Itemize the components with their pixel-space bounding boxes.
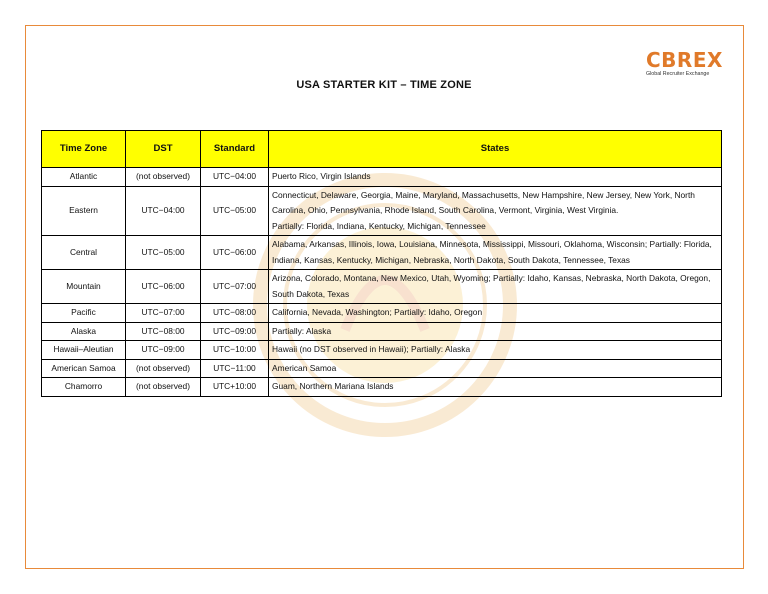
dst-cell: UTC−08:00 [126, 322, 201, 341]
dst-cell: (not observed) [126, 359, 201, 378]
dst-cell: UTC−04:00 [126, 186, 201, 236]
table-row [42, 341, 722, 360]
zone-cell: American Samoa [42, 359, 126, 378]
table-row [42, 236, 722, 270]
zone-cell: Mountain [42, 270, 126, 304]
header-standard: Standard [201, 131, 269, 168]
standard-cell: UTC−10:00 [201, 341, 269, 360]
table-row [42, 186, 722, 236]
zone-cell: Alaska [42, 322, 126, 341]
table-row [42, 304, 722, 323]
states-partial-text: Partially: Florida, Indiana, Kentucky, Michigan, Tennessee [272, 220, 486, 231]
standard-cell: UTC−09:00 [201, 322, 269, 341]
dst-cell: UTC−07:00 [126, 304, 201, 323]
standard-cell: UTC−11:00 [201, 359, 269, 378]
standard-cell: UTC+10:00 [201, 378, 269, 397]
dst-cell: UTC−06:00 [126, 270, 201, 304]
cbrex-logo [646, 50, 736, 77]
table-row [42, 270, 722, 304]
time-zone-table [41, 130, 722, 397]
states-cell: Hawaii (no DST observed in Hawaii); Partially: Alaska [269, 341, 722, 360]
standard-cell: UTC−07:00 [201, 270, 269, 304]
standard-cell: UTC−08:00 [201, 304, 269, 323]
standard-cell: UTC−05:00 [201, 186, 269, 236]
header-dst: DST [126, 131, 201, 168]
states-cell: Guam, Northern Mariana Islands [269, 378, 722, 397]
states-cell: California, Nevada, Washington; Partially: Idaho, Oregon [269, 304, 722, 323]
dst-cell: UTC−05:00 [126, 236, 201, 270]
table-row [42, 322, 722, 341]
header-time-zone: Time Zone [42, 131, 126, 168]
states-cell: Partially: Alaska [269, 322, 722, 341]
standard-cell: UTC−04:00 [201, 168, 269, 187]
standard-cell: UTC−06:00 [201, 236, 269, 270]
logo-wordmark: CBREX [646, 48, 723, 72]
header-states: States [269, 131, 722, 168]
states-cell: American Samoa [269, 359, 722, 378]
dst-cell: (not observed) [126, 378, 201, 397]
dst-cell: UTC−09:00 [126, 341, 201, 360]
states-cell: Arizona, Colorado, Montana, New Mexico, Utah, Wyoming; Partially: Idaho, Kansas, Nebraska, North Dakota, Oregon, South Dakota, Texas [269, 270, 722, 304]
zone-cell: Hawaii–Aleutian [42, 341, 126, 360]
zone-cell: Central [42, 236, 126, 270]
table-row [42, 359, 722, 378]
document-title: USA STARTER KIT – TIME ZONE [296, 79, 472, 91]
zone-cell: Chamorro [42, 378, 126, 397]
zone-cell: Atlantic [42, 168, 126, 187]
states-cell [269, 186, 722, 236]
table-row [42, 378, 722, 397]
states-text: Connecticut, Delaware, Georgia, Maine, Maryland, Massachusetts, New Hampshire, New Jersey, New York, North Carolina, Ohio, Pennsylvania, Rhode Island, South Carolina, Vermont, Virginia, West Virginia. [272, 189, 695, 215]
zone-cell: Eastern [42, 186, 126, 236]
table-header-row [42, 131, 722, 168]
zone-cell: Pacific [42, 304, 126, 323]
logo-tagline: Global Recruiter Exchange [646, 71, 710, 77]
states-cell: Puerto Rico, Virgin Islands [269, 168, 722, 187]
table-row [42, 168, 722, 187]
states-cell: Alabama, Arkansas, Illinois, Iowa, Louisiana, Minnesota, Mississippi, Missouri, Oklahoma, Wisconsin; Partially: Florida, Indiana, Kansas, Kentucky, Michigan, Nebraska, North Dakota, South Dakota, Tennessee, Texas [269, 236, 722, 270]
dst-cell: (not observed) [126, 168, 201, 187]
